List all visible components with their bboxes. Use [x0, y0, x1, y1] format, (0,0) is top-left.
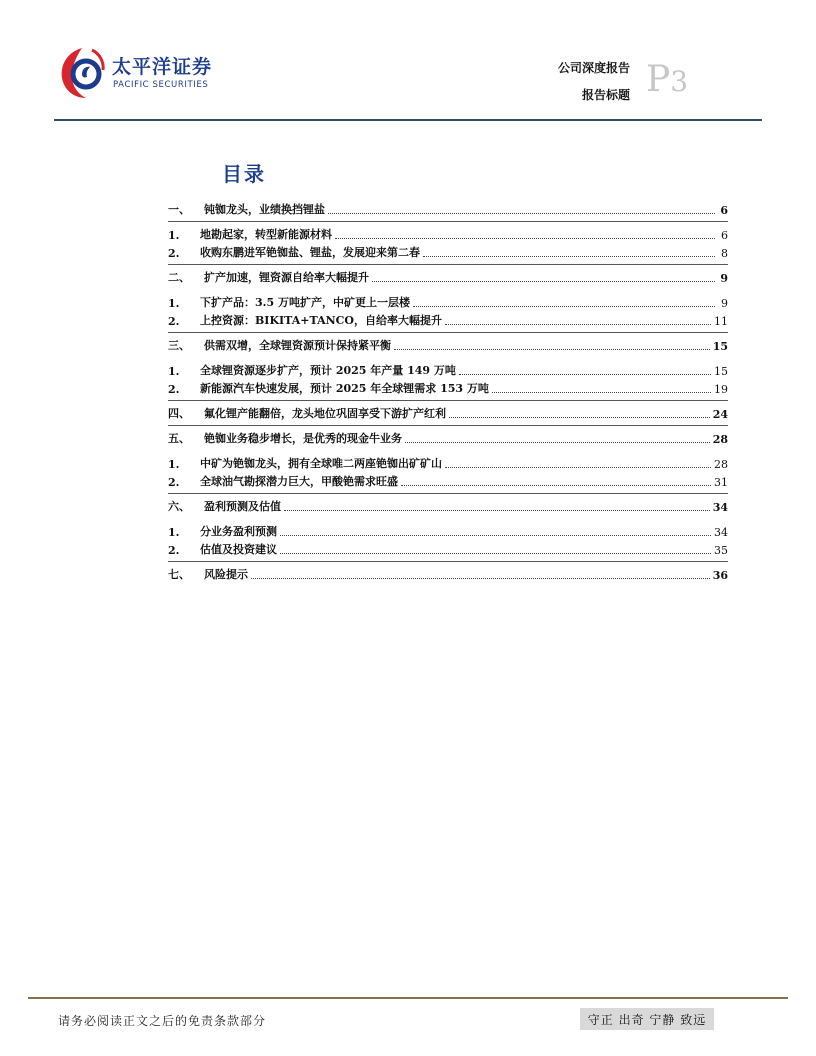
- toc-entry-number: 1.: [168, 229, 180, 242]
- page-number-letter: P: [646, 59, 671, 100]
- toc-entry-number: 2.: [168, 544, 180, 557]
- toc-section-separator: [168, 221, 728, 222]
- toc-leader-dots: [492, 391, 711, 393]
- toc-entry[interactable]: [168, 312, 728, 328]
- toc-entry-page: 11: [714, 315, 728, 328]
- company-motto: 守正 出奇 宁静 致远: [580, 1008, 714, 1030]
- toc-entry[interactable]: [168, 541, 728, 557]
- toc-entry[interactable]: [168, 201, 728, 217]
- toc-entry-number: 二、: [168, 271, 190, 284]
- toc-entry-number: 1.: [168, 297, 180, 310]
- toc-entry-text: 新能源汽车快速发展，预计 2025 年全球锂需求 153 万吨: [200, 382, 489, 395]
- toc-title: 目录: [222, 162, 266, 186]
- toc-entry-text: 扩产加速，锂资源自给率大幅提升: [204, 271, 369, 284]
- toc-entry-text: 收购东鹏进军铯铷盐、锂盐，发展迎来第二春: [200, 246, 420, 259]
- logo-english-name: PACIFIC SECURITIES: [113, 80, 209, 90]
- toc-section-separator: [168, 332, 728, 333]
- logo-chinese-name: 太平洋证券: [112, 56, 213, 78]
- toc-entry-number: 四、: [168, 407, 190, 420]
- toc-entry-page: 6: [721, 229, 728, 242]
- toc-entry-text: 钝铷龙头，业绩换挡锂盐: [204, 203, 325, 216]
- toc-entry[interactable]: [168, 294, 728, 310]
- toc-leader-dots: [459, 373, 711, 375]
- toc-entry[interactable]: [168, 523, 728, 539]
- toc-entry-number: 2.: [168, 247, 180, 260]
- toc-entry[interactable]: [168, 455, 728, 471]
- report-title: 报告标题: [581, 88, 630, 102]
- toc-leader-dots: [280, 534, 711, 536]
- pacific-securities-logo-icon: [56, 44, 108, 100]
- toc-entry[interactable]: [168, 244, 728, 260]
- toc-leader-dots: [328, 212, 715, 214]
- toc-entry-text: 上控资源：BIKITA+TANCO，自给率大幅提升: [200, 314, 442, 327]
- toc-entry-text: 分业务盈利预测: [200, 525, 277, 538]
- page-number-digit: 3: [670, 65, 689, 98]
- toc-leader-dots: [423, 255, 715, 257]
- toc-entry-page: 9: [720, 272, 728, 285]
- toc-entry-text: 全球油气勘探潜力巨大，甲酸铯需求旺盛: [200, 475, 398, 488]
- toc-leader-dots: [405, 441, 710, 443]
- toc-entry-number: 2.: [168, 476, 180, 489]
- toc-entry-number: 一、: [168, 203, 190, 216]
- toc-entry-number: 2.: [168, 383, 180, 396]
- toc-entry[interactable]: [168, 337, 728, 353]
- toc-entry-page: 19: [714, 383, 728, 396]
- toc-entry-text: 地勘起家，转型新能源材料: [200, 228, 332, 241]
- toc-entry-page: 31: [714, 476, 728, 489]
- toc-entry[interactable]: [168, 498, 728, 514]
- toc-entry-text: 铯铷业务稳步增长，是优秀的现金牛业务: [204, 432, 402, 445]
- toc-section-separator: [168, 561, 728, 562]
- toc-entry-page: 8: [721, 247, 728, 260]
- toc-entry[interactable]: [168, 380, 728, 396]
- toc-entry-page: 9: [721, 297, 728, 310]
- toc-leader-dots: [394, 348, 710, 350]
- toc-entry-page: 34: [712, 501, 728, 514]
- toc-entry-number: 六、: [168, 500, 190, 513]
- report-type: 公司深度报告: [557, 61, 630, 75]
- toc-entry-text: 下扩产品：3.5 万吨扩产，中矿更上一层楼: [200, 296, 410, 309]
- toc-entry[interactable]: [168, 226, 728, 242]
- toc-leader-dots: [284, 509, 710, 511]
- toc-section-separator: [168, 425, 728, 426]
- toc-leader-dots: [372, 280, 715, 282]
- toc-entry-text: 全球锂资源逐步扩产，预计 2025 年产量 149 万吨: [200, 364, 456, 377]
- toc-entry-text: 供需双增，全球锂资源预计保持紧平衡: [204, 339, 391, 352]
- toc-entry-number: 1.: [168, 458, 180, 471]
- toc-leader-dots: [445, 466, 711, 468]
- toc-entry-number: 五、: [168, 432, 190, 445]
- toc-leader-dots: [280, 552, 711, 554]
- toc-leader-dots: [401, 484, 711, 486]
- toc-section-separator: [168, 400, 728, 401]
- toc-entry-page: 15: [712, 340, 728, 353]
- toc-entry[interactable]: [168, 405, 728, 421]
- toc-entry[interactable]: [168, 473, 728, 489]
- toc-entry-number: 七、: [168, 568, 190, 581]
- toc-leader-dots: [449, 416, 710, 418]
- header-divider: [54, 119, 762, 121]
- toc-section-separator: [168, 493, 728, 494]
- toc-entry-text: 中矿为铯铷龙头，拥有全球唯二两座铯铷出矿矿山: [200, 457, 442, 470]
- toc-entry[interactable]: [168, 566, 728, 582]
- toc-entry[interactable]: [168, 362, 728, 378]
- toc-entry[interactable]: [168, 269, 728, 285]
- page-number: [646, 59, 689, 100]
- company-logo: [56, 44, 226, 100]
- toc-entry-page: 28: [714, 458, 728, 471]
- toc-entry-number: 1.: [168, 526, 180, 539]
- toc-leader-dots: [445, 323, 711, 325]
- toc-section-separator: [168, 264, 728, 265]
- toc-entry-number: 2.: [168, 315, 180, 328]
- toc-entry-page: 35: [714, 544, 728, 557]
- toc-entry-page: 24: [712, 408, 728, 421]
- toc-entry-page: 28: [712, 433, 728, 446]
- toc-leader-dots: [413, 305, 715, 307]
- toc-leader-dots: [335, 237, 715, 239]
- toc-entry-page: 15: [714, 365, 728, 378]
- toc-entry-number: 1.: [168, 365, 180, 378]
- toc-entry-text: 氟化锂产能翻倍，龙头地位巩固享受下游扩产红利: [204, 407, 446, 420]
- toc-entry-text: 盈利预测及估值: [204, 500, 281, 513]
- toc-entry-page: 34: [714, 526, 728, 539]
- footer-divider: [28, 997, 788, 999]
- toc-entry-text: 风险提示: [204, 568, 248, 581]
- toc-entry-page: 6: [720, 204, 728, 217]
- toc-entry-number: 三、: [168, 339, 190, 352]
- disclaimer-note: 请务必阅读正文之后的免责条款部分: [58, 1014, 267, 1028]
- toc-entry-page: 36: [712, 569, 728, 582]
- toc-entry-text: 估值及投资建议: [200, 543, 277, 556]
- toc-leader-dots: [251, 577, 710, 579]
- toc-entry[interactable]: [168, 430, 728, 446]
